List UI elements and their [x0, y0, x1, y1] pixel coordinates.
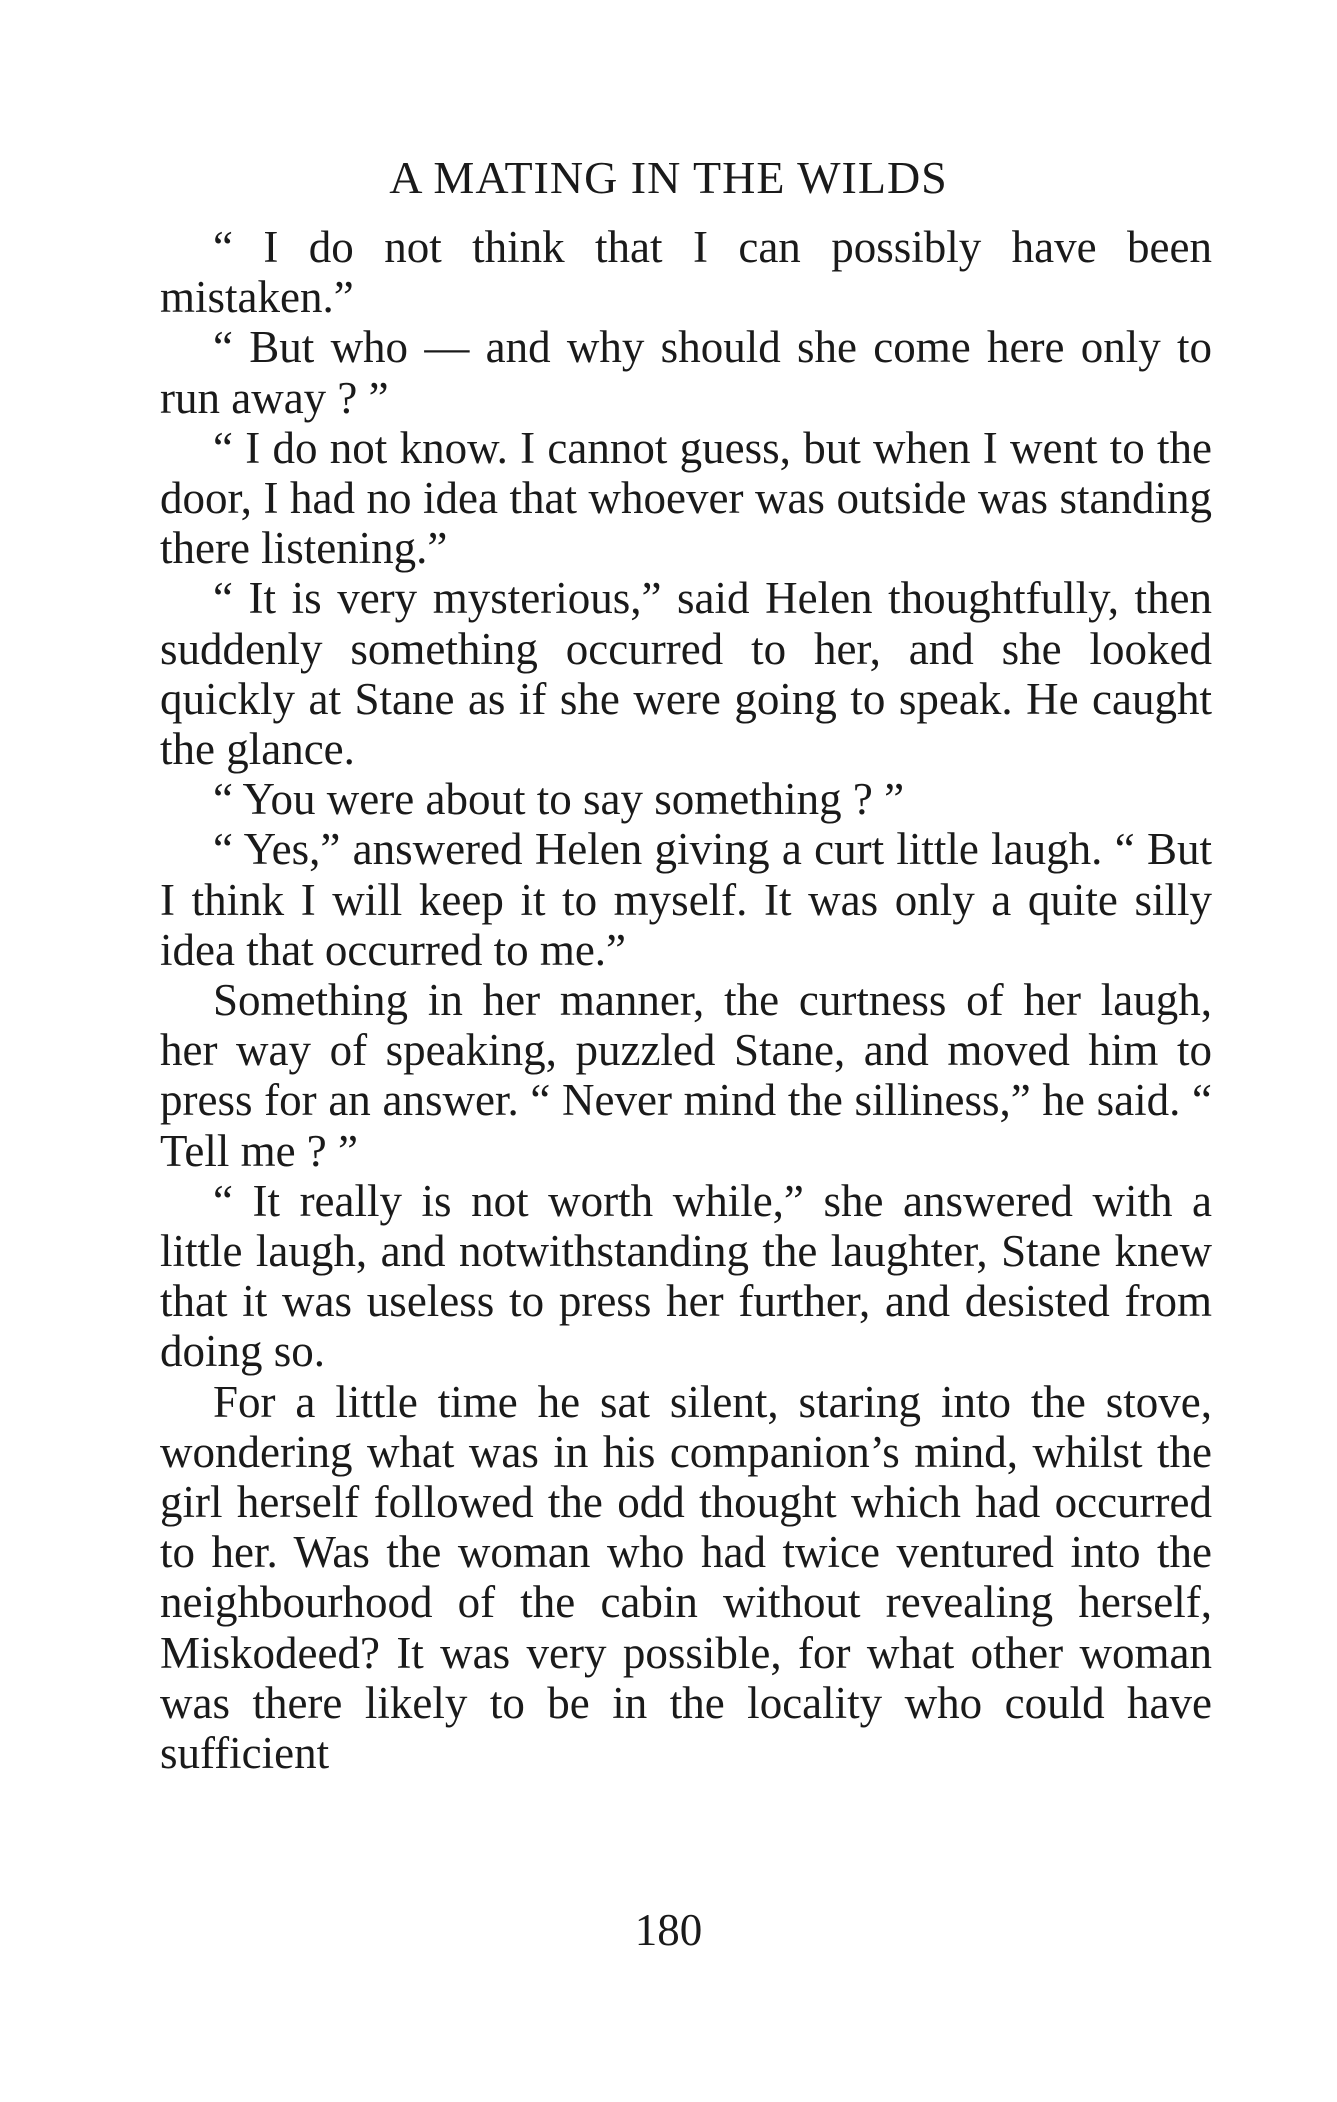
- paragraph: “ But who — and why should she come here only to run away ? ”: [160, 322, 1212, 423]
- paragraph: “ I do not know. I cannot guess, but when I went to the door, I had no idea that whoever was outside was standing there listening.”: [160, 422, 1212, 574]
- paragraph: For a little time he sat silent, staring into the stove, wondering what was in his companion’s mind, whilst the girl herself followed the odd thought which had occurred to her. Was the woman who had twice ventured into the neighbourhood of the cabin without revealing herself, Miskodeed? It was very possible, for what other woman was there likely to be in the locality who could have sufficient: [160, 1376, 1212, 1779]
- paragraph: “ It is very mysterious,” said Helen thoughtfully, then suddenly something occurred to her, and she looked quickly at Stane as if she were going to speak. He caught the glance.: [160, 573, 1212, 775]
- running-head: A MATING IN THE WILDS: [389, 152, 948, 203]
- paragraph: “ You were about to say something ? ”: [213, 774, 905, 825]
- paragraph: “ I do not think that I can possibly have been mistaken.”: [160, 222, 1212, 323]
- paragraph: “ It really is not worth while,” she answered with a little laugh, and notwithstanding the laughter, Stane knew that it was useless to press her further, and desisted from doing so.: [160, 1175, 1212, 1377]
- paragraph: “ Yes,” answered Helen giving a curt little laugh. “ But I think I will keep it to myself. It was only a quite silly idea that occurred to me.”: [160, 824, 1212, 975]
- paragraph: Something in her manner, the curtness of her laugh, her way of speaking, puzzled Stane, and moved him to press for an answer. “ Never mind the silliness,” he said. “ Tell me ? ”: [160, 975, 1212, 1176]
- body-text: [160, 222, 1212, 1778]
- page-number: 180: [634, 1905, 703, 1955]
